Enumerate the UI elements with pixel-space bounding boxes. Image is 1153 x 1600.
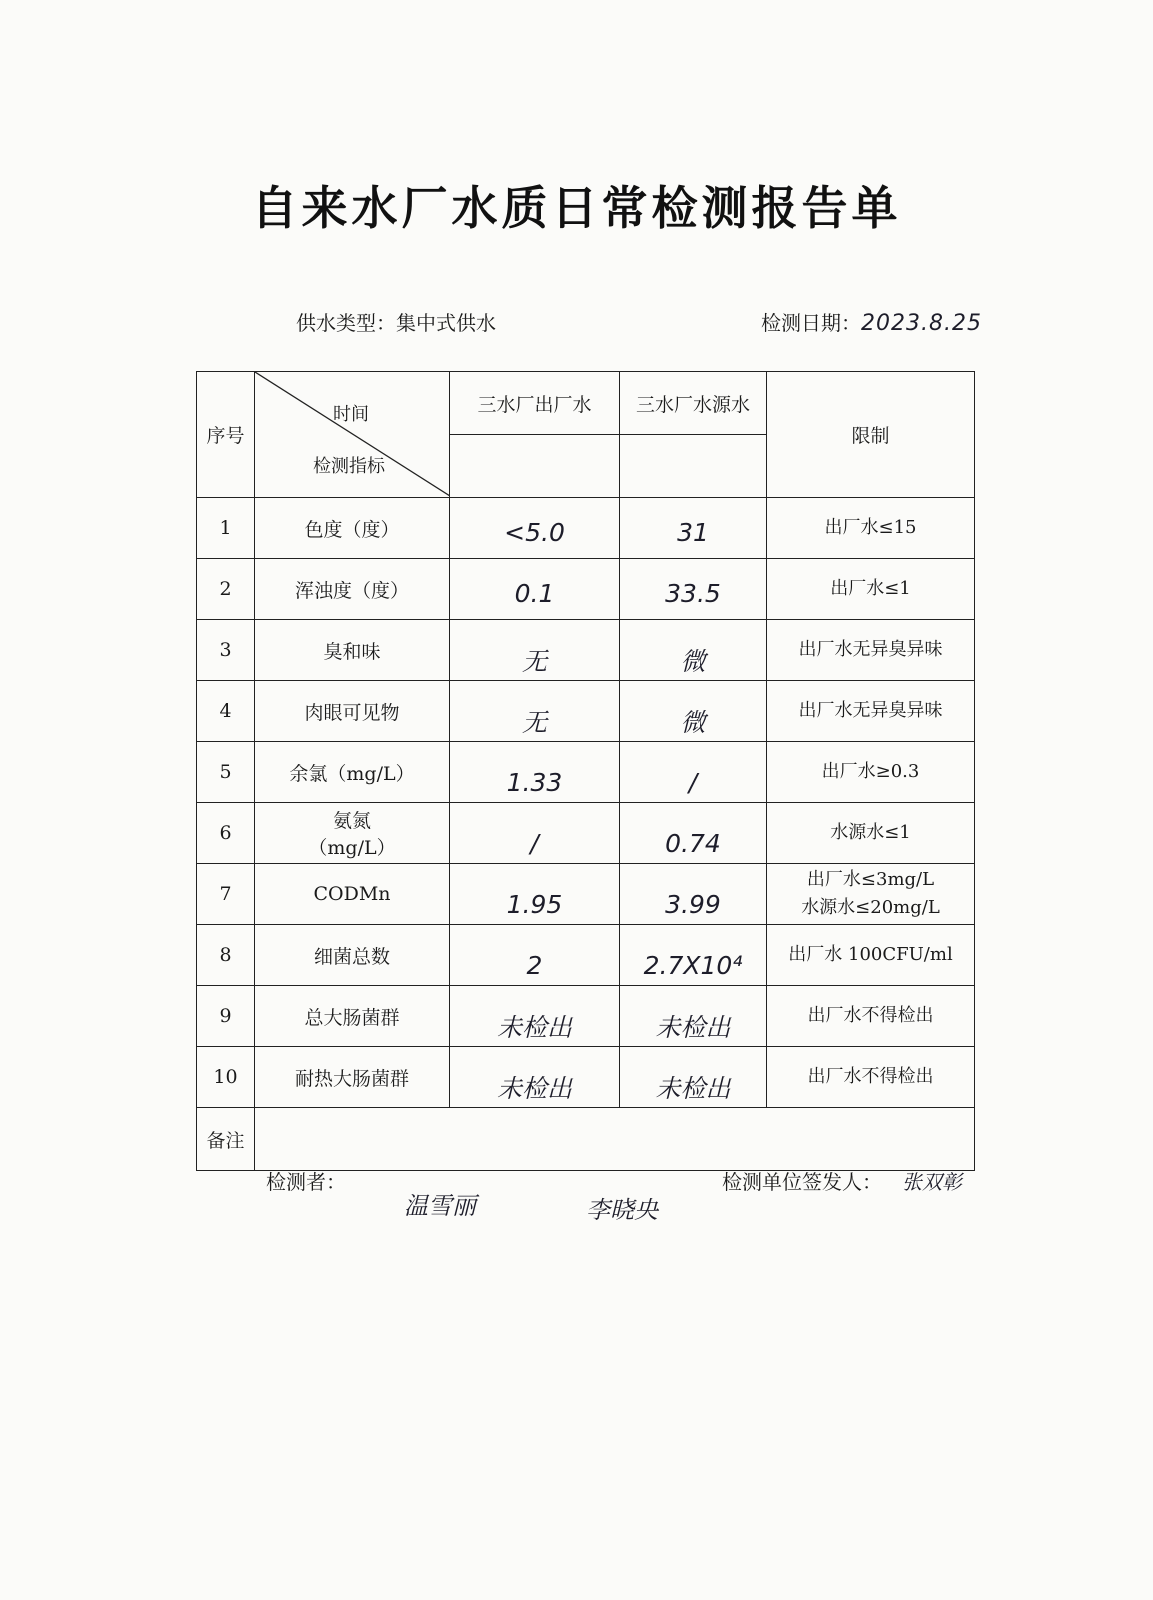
- row-number-text: 10: [213, 1066, 238, 1088]
- row-limit: [767, 620, 975, 681]
- row-limit: [767, 803, 975, 864]
- row-limit-text: 出厂水≤1: [830, 578, 911, 599]
- row-limit: [767, 864, 975, 925]
- row-number: [197, 681, 255, 742]
- row-value-outflow-text: /: [530, 828, 539, 858]
- row-value-source-text: 未检出: [655, 1074, 731, 1103]
- header-seq: 序号: [197, 372, 255, 498]
- row-indicator: [255, 559, 450, 620]
- row-value-outflow: [450, 925, 620, 986]
- row-indicator-text: 细菌总数: [313, 945, 390, 968]
- row-value-outflow-text: 0.1: [514, 578, 555, 608]
- header-col1: 三水厂出厂水: [450, 372, 620, 435]
- row-indicator-text: 浑浊度（度）: [294, 579, 409, 602]
- issuer-signature: 张双彰: [902, 1170, 962, 1194]
- row-limit-text: 出厂水≤15: [824, 517, 917, 538]
- row-value-source-text: 未检出: [655, 1013, 731, 1042]
- row-value-outflow-text: 未检出: [496, 1074, 572, 1103]
- row-indicator: [255, 986, 450, 1047]
- row-value-outflow: [450, 742, 620, 803]
- supply-type-label: 供水类型：: [296, 311, 396, 335]
- row-indicator: [255, 925, 450, 986]
- row-value-outflow-text: 2: [526, 950, 543, 980]
- header-col1-sub: [450, 435, 620, 498]
- row-value-outflow: [450, 498, 620, 559]
- row-value-outflow: [450, 681, 620, 742]
- row-number: [197, 803, 255, 864]
- row-value-outflow-text: <5.0: [504, 517, 565, 547]
- row-number: [197, 620, 255, 681]
- row-number-text: 1: [219, 517, 232, 539]
- row-value-outflow: [450, 1047, 620, 1108]
- row-number-text: 2: [219, 578, 232, 600]
- row-value-source-text: 微: [680, 647, 706, 676]
- row-limit: [767, 559, 975, 620]
- row-value-outflow-text: 无: [521, 647, 547, 676]
- row-value-source: [620, 681, 767, 742]
- table-row: [197, 986, 975, 1047]
- row-indicator: [255, 1047, 450, 1108]
- supply-type: [296, 307, 496, 336]
- row-indicator-text: 耐热大肠菌群: [294, 1067, 409, 1090]
- results-table: [196, 371, 975, 1171]
- row-number-text: 6: [219, 822, 232, 844]
- tester1-signature: 温雪丽: [404, 1192, 476, 1220]
- row-indicator-text: 余氯（mg/L）: [289, 762, 415, 785]
- tester-label: 检测者：: [266, 1170, 346, 1194]
- remark-value: [255, 1108, 975, 1171]
- row-value-source: [620, 986, 767, 1047]
- row-indicator-text: 臭和味: [323, 640, 381, 663]
- issuer-label: 检测单位签发人：: [722, 1170, 882, 1194]
- row-value-source: [620, 803, 767, 864]
- row-value-outflow-text: 1.95: [506, 889, 563, 919]
- test-date: [761, 307, 982, 336]
- row-indicator: [255, 498, 450, 559]
- table-row: [197, 681, 975, 742]
- table-row: [197, 864, 975, 925]
- row-number-text: 8: [219, 944, 232, 966]
- table-row: [197, 803, 975, 864]
- row-indicator-text: CODMn: [313, 883, 391, 905]
- row-indicator-text: 总大肠菌群: [304, 1006, 400, 1029]
- row-number: [197, 498, 255, 559]
- header-col2-sub: [620, 435, 767, 498]
- row-value-outflow-text: 无: [521, 708, 547, 737]
- row-limit-text: 出厂水无异臭异味: [798, 700, 943, 721]
- row-value-source: [620, 620, 767, 681]
- row-number-text: 3: [219, 639, 232, 661]
- tester2-signature: 李晓央: [586, 1196, 658, 1224]
- header-time: 时间: [333, 404, 369, 425]
- row-value-outflow-text: 1.33: [506, 767, 563, 797]
- row-number: [197, 742, 255, 803]
- row-limit-text: 出厂水≤3mg/L 水源水≤20mg/L: [801, 869, 940, 918]
- row-limit-text: 出厂水≥0.3: [821, 761, 920, 782]
- row-number: [197, 986, 255, 1047]
- row-number-text: 7: [219, 883, 232, 905]
- test-date-value: 2023.8.25: [861, 311, 982, 336]
- header-indicator: 检测指标: [313, 456, 385, 477]
- header-col2: 三水厂水源水: [620, 372, 767, 435]
- row-value-outflow: [450, 864, 620, 925]
- row-value-outflow: [450, 986, 620, 1047]
- remark-row: [197, 1108, 975, 1171]
- row-value-source-text: 2.7X10⁴: [643, 950, 743, 980]
- row-value-source: [620, 925, 767, 986]
- row-limit: [767, 1047, 975, 1108]
- row-number: [197, 1047, 255, 1108]
- row-value-source-text: /: [688, 767, 698, 797]
- row-value-source: [620, 498, 767, 559]
- row-value-outflow: [450, 803, 620, 864]
- row-value-outflow: [450, 620, 620, 681]
- row-value-source-text: 31: [677, 517, 709, 547]
- row-limit-text: 出厂水 100CFU/ml: [788, 944, 953, 965]
- row-limit-text: 出厂水不得检出: [807, 1066, 934, 1087]
- row-limit: [767, 681, 975, 742]
- row-indicator-text: 氨氮 （mg/L）: [308, 810, 396, 859]
- supply-type-value: 集中式供水: [396, 311, 496, 335]
- row-limit-text: 出厂水不得检出: [807, 1005, 934, 1026]
- row-limit: [767, 986, 975, 1047]
- row-limit: [767, 742, 975, 803]
- table-row: [197, 925, 975, 986]
- row-value-source-text: 微: [680, 708, 706, 737]
- row-indicator-text: 肉眼可见物: [304, 701, 400, 724]
- table-row: [197, 620, 975, 681]
- row-value-source-text: 3.99: [665, 889, 721, 919]
- header-limit: 限制: [767, 372, 975, 498]
- row-limit-text: 水源水≤1: [830, 822, 911, 843]
- row-indicator: [255, 803, 450, 864]
- row-number: [197, 559, 255, 620]
- table-row: [197, 1047, 975, 1108]
- row-number: [197, 925, 255, 986]
- row-indicator: [255, 681, 450, 742]
- row-indicator: [255, 742, 450, 803]
- report-title: 自来水厂水质日常检测报告单: [251, 181, 902, 235]
- row-number-text: 5: [219, 761, 232, 783]
- row-value-source: [620, 864, 767, 925]
- test-date-label: 检测日期：: [761, 311, 861, 335]
- row-indicator: [255, 864, 450, 925]
- table-row: [197, 742, 975, 803]
- table-row: [197, 498, 975, 559]
- row-value-source: [620, 559, 767, 620]
- row-value-source-text: 0.74: [665, 828, 721, 858]
- row-indicator: [255, 620, 450, 681]
- row-limit: [767, 498, 975, 559]
- header-row: [197, 372, 975, 435]
- header-diagonal-cell: [255, 372, 450, 498]
- row-value-source-text: 33.5: [665, 578, 721, 608]
- row-value-source: [620, 1047, 767, 1108]
- row-number-text: 9: [219, 1005, 232, 1027]
- row-limit: [767, 925, 975, 986]
- row-limit-text: 出厂水无异臭异味: [798, 639, 943, 660]
- remark-label: 备注: [197, 1108, 255, 1171]
- table-row: [197, 559, 975, 620]
- row-indicator-text: 色度（度）: [304, 518, 400, 541]
- row-value-outflow-text: 未检出: [496, 1013, 572, 1042]
- row-number-text: 4: [219, 700, 232, 722]
- row-value-source: [620, 742, 767, 803]
- row-value-outflow: [450, 559, 620, 620]
- row-number: [197, 864, 255, 925]
